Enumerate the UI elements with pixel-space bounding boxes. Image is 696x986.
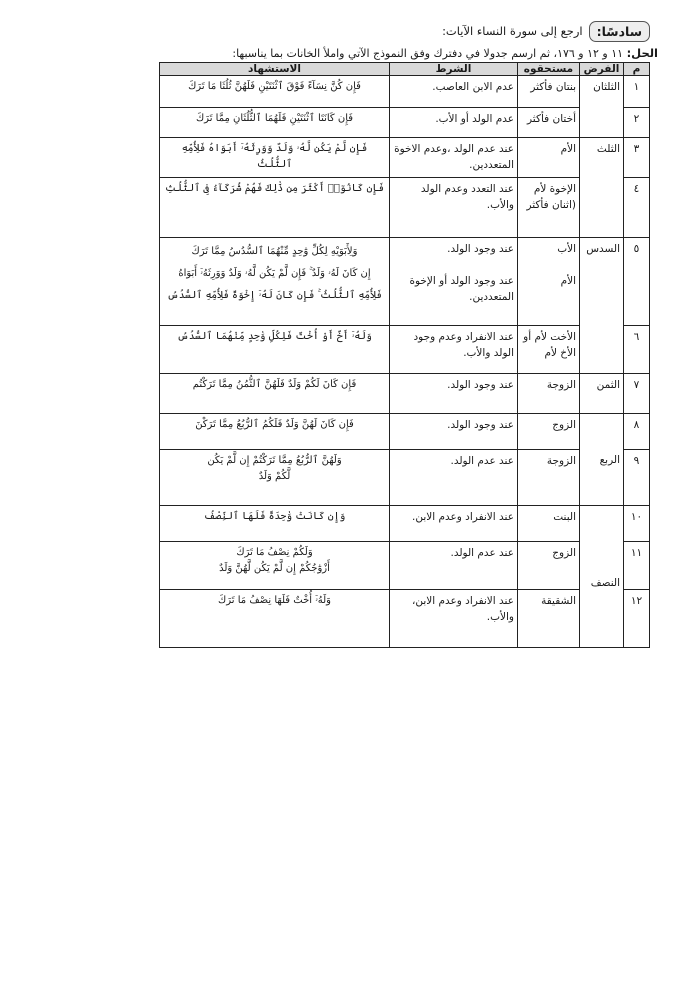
row-number: ٢	[624, 108, 650, 138]
spacer	[521, 257, 576, 273]
table-row	[160, 590, 650, 648]
verse-line: لَّكُمْ وَلَدٌ	[258, 471, 291, 482]
condition-cell: عند الانفراد وعدم الابن، والأب.	[390, 590, 518, 648]
verse-line: فَإِن كَانَ لَكُمْ وَلَدٌ فَلَهُنَّ ٱلثُّمُنُ مِمَّا تَرَكْتُم	[192, 379, 357, 390]
header-heir: مستحقوه	[518, 63, 580, 76]
condition-cell: عند وجود الولد.	[390, 374, 518, 414]
heir-mother: الأم	[560, 275, 576, 287]
header-share: الفرض	[580, 63, 624, 76]
header-condition: الشرط	[390, 63, 518, 76]
spacer	[393, 257, 514, 273]
row-number: ٧	[624, 374, 650, 414]
evidence-cell	[160, 76, 390, 108]
table-row	[160, 108, 650, 138]
row-number: ٦	[624, 326, 650, 374]
evidence-cell	[160, 238, 390, 326]
condition-cell	[390, 238, 518, 326]
condition-mother: عند وجود الولد أو الإخوة المتعددين.	[409, 275, 514, 303]
heir-cell: أختان فأكثر	[518, 108, 580, 138]
solution-text: ١١ و ١٢ و ١٧٦، ثم ارسم جدولا في دفترك وفق النموذج الآتي واملأ الخانات بما يناسبها:	[232, 47, 624, 60]
table-row	[160, 76, 650, 108]
verse-line: وَلَهُنَّ ٱلرُّبُعُ مِمَّا تَرَكْتُمْ إِن لَّمْ يَكُن	[207, 455, 342, 466]
verse-line: فَإِن كَانَتَا ٱثْنَتَيْنِ فَلَهُمَا ٱلثُّلُثَانِ مِمَّا تَرَكَ	[195, 113, 354, 124]
solution-line	[160, 46, 658, 60]
heir-cell: الأم	[518, 138, 580, 178]
header-evidence: الاستشهاد	[160, 63, 390, 76]
share-one-third: الثلث	[580, 138, 624, 238]
table-row	[160, 238, 650, 326]
verse-line: فَإِن لَّمْ يَكُن لَّهُۥ وَلَدٌ وَوَرِثَهُۥٓ أَبَوَاهُ فَلِأُمِّهِ ٱلثُّلُثُ	[181, 143, 368, 170]
heir-father: الأب	[557, 243, 576, 255]
evidence-cell	[160, 178, 390, 238]
evidence-cell	[160, 326, 390, 374]
row-number: ٥	[624, 238, 650, 326]
worksheet	[160, 18, 658, 648]
condition-cell: عند عدم الولد.	[390, 542, 518, 590]
row-number: ١٠	[624, 506, 650, 542]
verse-line: وَلَهُۥٓ أُخْتٌ فَلَهَا نِصْفُ مَا تَرَكَ	[218, 595, 331, 606]
table-row	[160, 506, 650, 542]
verse-line: وَلِأَبَوَيْهِ لِكُلِّ وَٰحِدٍ مِّنْهُمَا ٱلسُّدُسُ مِمَّا تَرَكَ	[191, 246, 358, 257]
verse-line: فَإِن كَانَ لَهُنَّ وَلَدٌ فَلَكُمُ ٱلرُّبُعُ مِمَّا تَرَكْنَ	[195, 419, 354, 430]
evidence-cell	[160, 590, 390, 648]
share-one-quarter: الربع	[580, 414, 624, 506]
row-number: ٤	[624, 178, 650, 238]
heir-cell: الزوج	[518, 414, 580, 450]
table-header-row	[160, 63, 650, 76]
condition-cell: عند الانفراد وعدم الابن.	[390, 506, 518, 542]
share-two-thirds: الثلثان	[580, 76, 624, 138]
row-number: ٨	[624, 414, 650, 450]
row-number: ١	[624, 76, 650, 108]
condition-cell: عند عدم الولد ،وعدم الاخوة المتعددين.	[390, 138, 518, 178]
share-one-sixth: السدس	[580, 238, 624, 374]
header-num: م	[624, 63, 650, 76]
heir-cell: الأخت لأم أو الأخ لأم	[518, 326, 580, 374]
heir-cell: بنتان فأكثر	[518, 76, 580, 108]
evidence-cell	[160, 374, 390, 414]
row-number: ٣	[624, 138, 650, 178]
evidence-cell	[160, 108, 390, 138]
verse-line: فَإِن كُنَّ نِسَآءً فَوْقَ ٱثْنَتَيْنِ فَلَهُنَّ ثُلُثَا مَا تَرَكَ	[188, 81, 361, 92]
condition-cell: عدم الابن العاصب.	[390, 76, 518, 108]
solution-label: الحل:	[626, 46, 658, 60]
heir-cell: الزوجة	[518, 374, 580, 414]
verse-line: فَإِن كَانُوٓا۟ أَكْثَرَ مِن ذَٰلِكَ فَهُمْ شُرَكَآءُ فِى ٱلثُّلُثِ	[164, 183, 385, 194]
heir-cell	[518, 238, 580, 326]
inheritance-table	[159, 62, 650, 648]
evidence-cell	[160, 506, 390, 542]
heir-cell: الإخوة لأم (اثنان فأكثر	[518, 178, 580, 238]
heir-cell: الزوجة	[518, 450, 580, 506]
verse-line: فَلِأُمِّهِ ٱلثُّلُثُ ۚ فَإِن كَانَ لَهُۥٓ إِخْوَةٌ فَلِأُمِّهِ ٱلسُّدُسُ	[167, 290, 382, 301]
evidence-cell	[160, 138, 390, 178]
table-row	[160, 542, 650, 590]
evidence-cell	[160, 414, 390, 450]
condition-cell: عدم الولد أو الأب.	[390, 108, 518, 138]
row-number: ١٢	[624, 590, 650, 648]
condition-cell: عند عدم الولد.	[390, 450, 518, 506]
table-row	[160, 138, 650, 178]
share-one-half: النصف	[580, 506, 624, 648]
heir-cell: الزوج	[518, 542, 580, 590]
verse-line: أَزْوَٰجُكُمْ إِن لَّمْ يَكُن لَّهُنَّ وَلَدٌ	[219, 563, 330, 574]
verse-line: إِن كَانَ لَهُۥ وَلَدٌ ۚ فَإِن لَّمْ يَكُن لَّهُۥ وَلَدٌ وَوَرِثَهُۥٓ أَبَوَاهُ	[178, 268, 371, 279]
table-row	[160, 326, 650, 374]
condition-cell: عند الانفراد وعدم وجود الولد والأب.	[390, 326, 518, 374]
evidence-cell	[160, 542, 390, 590]
exercise-title	[160, 18, 650, 44]
evidence-cell	[160, 450, 390, 506]
condition-father: عند وجود الولد.	[447, 243, 514, 255]
verse-line: وَلَكُمْ نِصْفُ مَا تَرَكَ	[236, 547, 313, 558]
exercise-instruction: ارجع إلى سورة النساء الآيات:	[442, 24, 583, 38]
heir-cell: البنت	[518, 506, 580, 542]
table-row	[160, 450, 650, 506]
row-number: ٩	[624, 450, 650, 506]
verse-line: وَإِن كَانَتْ وَٰحِدَةً فَلَهَا ٱلنِّصْفُ	[203, 511, 346, 522]
heir-cell: الشقيقة	[518, 590, 580, 648]
row-number: ١١	[624, 542, 650, 590]
condition-cell: عند التعدد وعدم الولد والأب.	[390, 178, 518, 238]
table-row	[160, 178, 650, 238]
section-badge: سادسًا:	[589, 21, 650, 42]
share-one-eighth: الثمن	[580, 374, 624, 414]
table-row	[160, 374, 650, 414]
verse-line: وَلَهُۥٓ أَخٌ أَوْ أُخْتٌ فَلِكُلِّ وَٰحِدٍ مِّنْهُمَا ٱلسُّدُسُ	[177, 331, 372, 342]
condition-cell: عند وجود الولد.	[390, 414, 518, 450]
table-row	[160, 414, 650, 450]
